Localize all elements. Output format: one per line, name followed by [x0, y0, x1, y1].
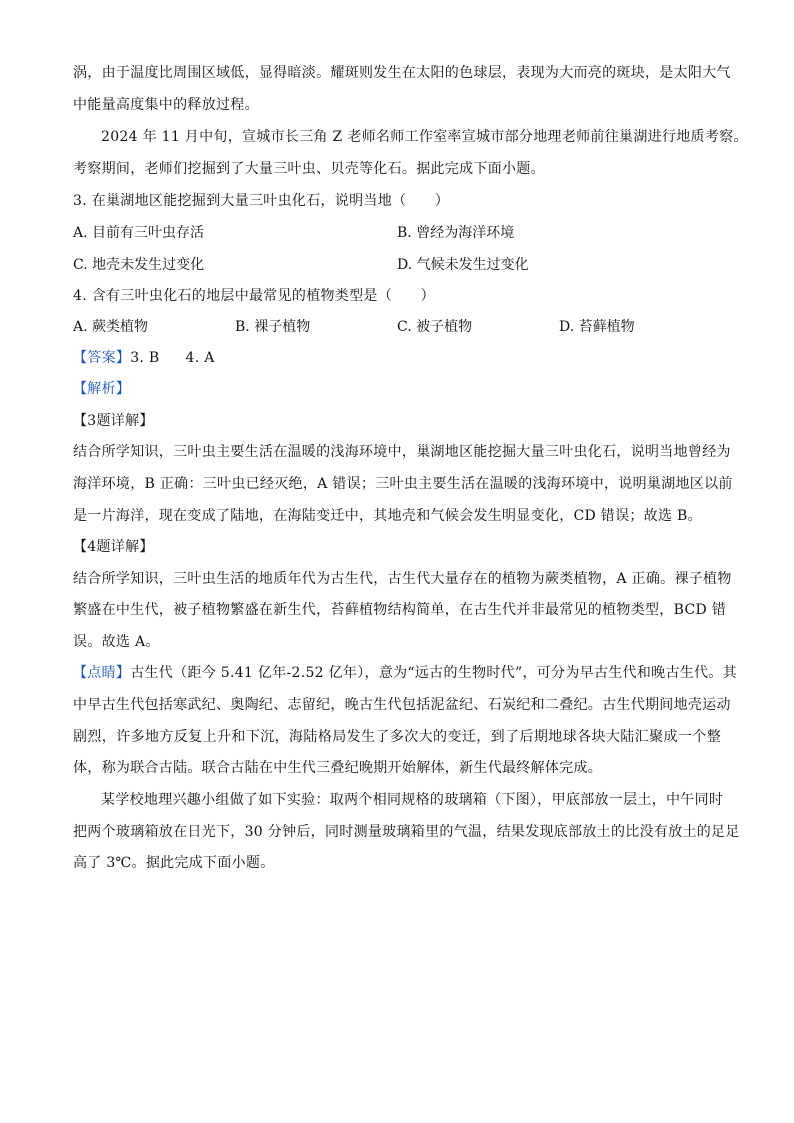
answer-q3: 3. B	[130, 350, 160, 366]
intro-line-1: 涡，由于温度比周围区域低，显得暗淡。耀斑则发生在太阳的色球层，表现为大而亮的斑块，是太阳大气	[73, 65, 731, 81]
q4-detail-tag: 【4题详解】	[73, 539, 154, 555]
experiment-line-2: 把两个玻璃箱放在日光下，30 分钟后，同时测量玻璃箱里的气温，结果发现底部放土的比没有放土的足足	[73, 824, 740, 840]
q4-detail-line-1: 结合所学知识，三叶虫生活的地质年代为古生代，古生代大量存在的植物为蕨类植物，A 正确。裸子植物	[73, 571, 732, 587]
highlight-line-4: 体，称为联合古陆。联合古陆在中生代三叠纪晚期开始解体，新生代最终解体完成。	[73, 760, 603, 776]
question-4-option-b: B. 裸子植物	[235, 319, 311, 335]
experiment-line-3: 高了 3℃。据此完成下面小题。	[73, 855, 275, 871]
context-line-2: 考察期间，老师们挖掘到了大量三叶虫、贝壳等化石。据此完成下面小题。	[73, 161, 545, 177]
context-line-1: 2024 年 11 月中旬，宣城市长三角 Z 老师名师工作室率宣城市部分地理老师前往巢湖进行地质考察。	[101, 129, 748, 145]
q3-detail-line-3: 是一片海洋，现在变成了陆地，在海陆变迁中，其地壳和气候会发生明显变化，CD 错误；故选 B。	[73, 508, 702, 524]
q3-detail-line-1: 结合所学知识，三叶虫主要生活在温暖的浅海环境中，巢湖地区能挖掘大量三叶虫化石，说明当地曾经为	[73, 444, 731, 460]
answer-line	[73, 348, 721, 368]
answer-tag: 【答案】	[73, 350, 131, 366]
question-4-stem: 4. 含有三叶虫化石的地层中最常见的植物类型是（ ）	[73, 288, 435, 304]
q3-detail-tag: 【3题详解】	[73, 413, 154, 429]
question-3-option-c: C. 地壳未发生过变化	[73, 257, 205, 273]
question-4-option-c: C. 被子植物	[397, 319, 473, 335]
highlight-line-1-text: 古生代（距今 5.41 亿年-2.52 亿年），意为“远古的生物时代”，可分为早古生代和晚古生代。其	[130, 665, 737, 681]
question-3-option-a: A. 目前有三叶虫存活	[73, 225, 205, 241]
answer-q4: 4. A	[185, 350, 215, 366]
question-4-option-d: D. 苔藓植物	[559, 319, 635, 335]
analysis-tag: 【解析】	[73, 381, 131, 397]
question-3-stem: 3. 在巢湖地区能挖掘到大量三叶虫化石，说明当地（ ）	[73, 193, 450, 209]
question-3-option-d: D. 气候未发生过变化	[397, 257, 529, 273]
q4-detail-line-2: 繁盛在中生代，被子植物繁盛在新生代，苔藓植物结构简单，在古生代并非最常见的植物类型，BCD 错	[73, 602, 727, 618]
q3-detail-line-2: 海洋环境，B 正确：三叶虫已经灭绝，A 错误；三叶虫主要生活在温暖的浅海环境中，说明巢湖地区以前	[73, 476, 733, 492]
highlight-tag: 【点睛】	[73, 665, 131, 681]
q4-detail-line-3: 误。故选 A。	[73, 634, 160, 650]
question-3-option-b: B. 曾经为海洋环境	[397, 225, 515, 241]
highlight-line-2: 中早古生代包括寒武纪、奥陶纪、志留纪，晚古生代包括泥盆纪、石炭纪和二叠纪。古生代期间地壳运动	[73, 697, 731, 713]
question-4-option-a: A. 蕨类植物	[73, 319, 149, 335]
intro-line-2: 中能量高度集中的释放过程。	[73, 97, 259, 113]
experiment-line-1: 某学校地理兴趣小组做了如下实验：取两个相同规格的玻璃箱（下图），甲底部放一层土，中午同时	[101, 792, 724, 808]
highlight-line-3: 剧烈，许多地方反复上升和下沉，海陆格局发生了多次大的变迁，到了后期地球各块大陆汇聚成一个整	[73, 729, 721, 745]
highlight-line-1	[73, 663, 737, 683]
